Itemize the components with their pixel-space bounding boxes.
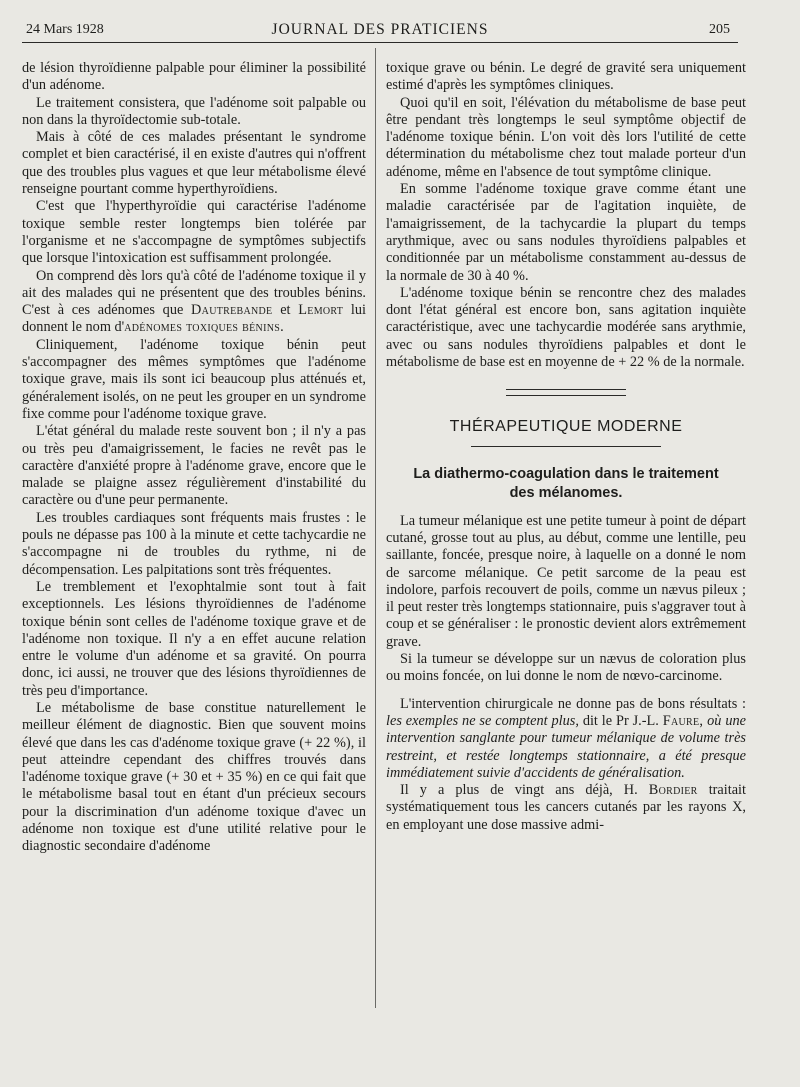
right-column — [386, 60, 746, 834]
article-title: La diathermo-coagulation dans le traitement des mélanomes. — [413, 465, 719, 501]
paragraph: La tumeur mélanique est une petite tumeur à point de départ cutané, grosse tout au plus, au début, comme une lentille, peu saillante, foncée, presque noire, à laquelle on a donné le nom de sarcome mélanique. Ce petit sarcome de la peau est indolore, parfois recouvert de poils, comme un nævus pileux ; il peut rester très longtemps stationnaire, puis s'aggraver tout à coup et se généraliser : le pronostic devient alors extrêmement grave. — [386, 512, 746, 650]
author-name: Faure, — [662, 712, 704, 729]
section-rule — [471, 446, 661, 447]
paragraph: Le tremblement et l'exophtalmie sont tout à fait exceptionnels. Les lésions thyroïdiennes de l'adénome toxique bénin sont celles de l'adénome toxique grave et de l'adénome non toxique. Il n'y a en effet aucune relation entre le volume d'un adénome et sa gravité. On pourra donc, ici aussi, ne trouver que des lésions thyroïdiennes de très peu d'importance. — [22, 578, 366, 699]
paragraph: L'intervention chirurgicale ne donne pas de bons résultats : les exemples ne se comptent plus, dit le Pr J.-L. Faure, où une intervention sanglante pour tumeur mélanique de volume très restreint, et restée longtemps stationnaire, a été presque immédiatement suivie d'accidents de généralisation. — [386, 695, 746, 781]
paragraph: Il y a plus de vingt ans déjà, H. Bordier traitait systématiquement tous les cancers cutanés par les rayons X, en employant une dose massive admi- — [386, 782, 747, 833]
author-name: Bordier — [648, 782, 698, 799]
left-column — [22, 60, 366, 856]
paragraph: toxique grave ou bénin. Le degré de gravité sera uniquement estimé d'après les symptômes cliniques. — [386, 60, 746, 94]
author-name: Lemort — [298, 302, 344, 319]
page-header — [22, 18, 738, 43]
paragraph: On comprend dès lors qu'à côté de l'adénome toxique il y ait des malades qui ne présentent que des troubles bénins. C'est à ces adénomes que Dautrebande et Lemort lui donnent le nom d'adénomes toxiques bénins. — [22, 267, 367, 336]
quotation: où une intervention sanglante pour tumeur mélanique de volume très restreint, et restée longtemps stationnaire, a été presque immédiatement suivie d'accidents de généralisation. — [386, 712, 746, 781]
page-number: 205 — [709, 22, 730, 37]
column-divider — [375, 48, 376, 1008]
journal-title: JOURNAL DES PRATICIENS — [271, 21, 489, 38]
paragraph: de lésion thyroïdienne palpable pour éliminer la possibilité d'un adénome. — [22, 60, 366, 94]
paragraph: L'adénome toxique bénin se rencontre chez des malades dont l'état général est encore bon, sans agitation inquiète caractéristique, avec une tachycardie modérée sans arythmie, avec ou sans nodules thyroïdiens palpables et dont le métabolisme de base est en moyenne de + 22 % de la normale. — [386, 284, 746, 371]
issue-date: 24 Mars 1928 — [26, 22, 104, 37]
paragraph: Si la tumeur se développe sur un nævus de coloration plus ou moins foncée, on lui donne le nom de nœvo-carcinome. — [386, 651, 746, 685]
double-rule-divider — [506, 389, 626, 396]
paragraph: Le traitement consistera, que l'adénome soit palpable ou non dans la thyroïdectomie sub-totale. — [22, 94, 366, 128]
paragraph: Cliniquement, l'adénome toxique bénin peut s'accompagner des mêmes symptômes que l'adénome toxique grave, mais ils sont ici beaucoup plus atténués et, généralement isolés, on ne peut les grouper en un syndrome fixe comme pour l'adénome toxique grave. — [22, 336, 366, 422]
paragraph: Les troubles cardiaques sont fréquents mais frustes : le pouls ne dépasse pas 100 à la minute et cette tachycardie ne s'accompagne ni de troubles du rythme, ni de décompensation. Les palpitations sont très fréquentes. — [22, 509, 366, 578]
paragraph: C'est que l'hyperthyroïdie qui caractérise l'adénome toxique semble rester longtemps bien tolérée par l'organisme et ne s'accompagne de symptômes subjectifs que lorsque l'intoxication est suffisamment prolongée. — [22, 198, 366, 267]
quotation: les exemples ne se comptent plus, — [386, 712, 579, 729]
paragraph: Mais à côté de ces malades présentant le syndrome complet et bien caractérisé, il en existe d'autres qui n'offrent que des troubles plus vagues et que leur métabolisme élevé renseigne pourtant comme hyperthyroïdiens. — [22, 129, 366, 198]
paragraph: En somme l'adénome toxique grave comme étant une maladie caractérisée par de l'agitation inquiète, de l'amaigrissement, de la tachycardie la plupart du temps arythmique, avec ou sans nodules thyroïdiens palpables et conditionnée par un métabolisme constamment au-dessus de la normale de 30 à 40 %. — [386, 181, 746, 284]
section-title: THÉRAPEUTIQUE MODERNE — [449, 418, 683, 436]
term: adénomes toxiques bénins. — [124, 319, 284, 336]
paragraph: Quoi qu'il en soit, l'élévation du métabolisme de base peut être pendant très longtemps le seul symptôme objectif de l'adénome toxique bénin. L'on voit dès lors l'utilité de cette détermination du métabolisme chez tout malade porteur d'un adénome, même en l'absence de tout symptôme clinique. — [386, 94, 746, 180]
paragraph: L'état général du malade reste souvent bon ; il n'y a pas ou très peu d'amaigrissement, le facies ne revêt pas le caractère d'anxiété propre à l'adénome grave, encore que le malade se plaigne assez régulièrement d'instabilité du caractère ou d'une peur permanente. — [22, 423, 366, 509]
paragraph: Le métabolisme de base constitue naturellement le meilleur élément de diagnostic. Bien que souvent moins élevé que dans les cas d'adénome toxique grave (+ 22 %), il peut atteindre cependant des chiffres trouvés dans l'adénome toxique grave (+ 30 et + 35 %) en ce qui fait que le métabolisme basal tout en étant d'un précieux secours pour la discrimination d'un adénome toxique d'avec un adénome non toxique est d'une utilité relative pour le diagnostic secondaire d'adénome — [22, 699, 366, 855]
author-name: Dautrebande — [191, 302, 273, 319]
